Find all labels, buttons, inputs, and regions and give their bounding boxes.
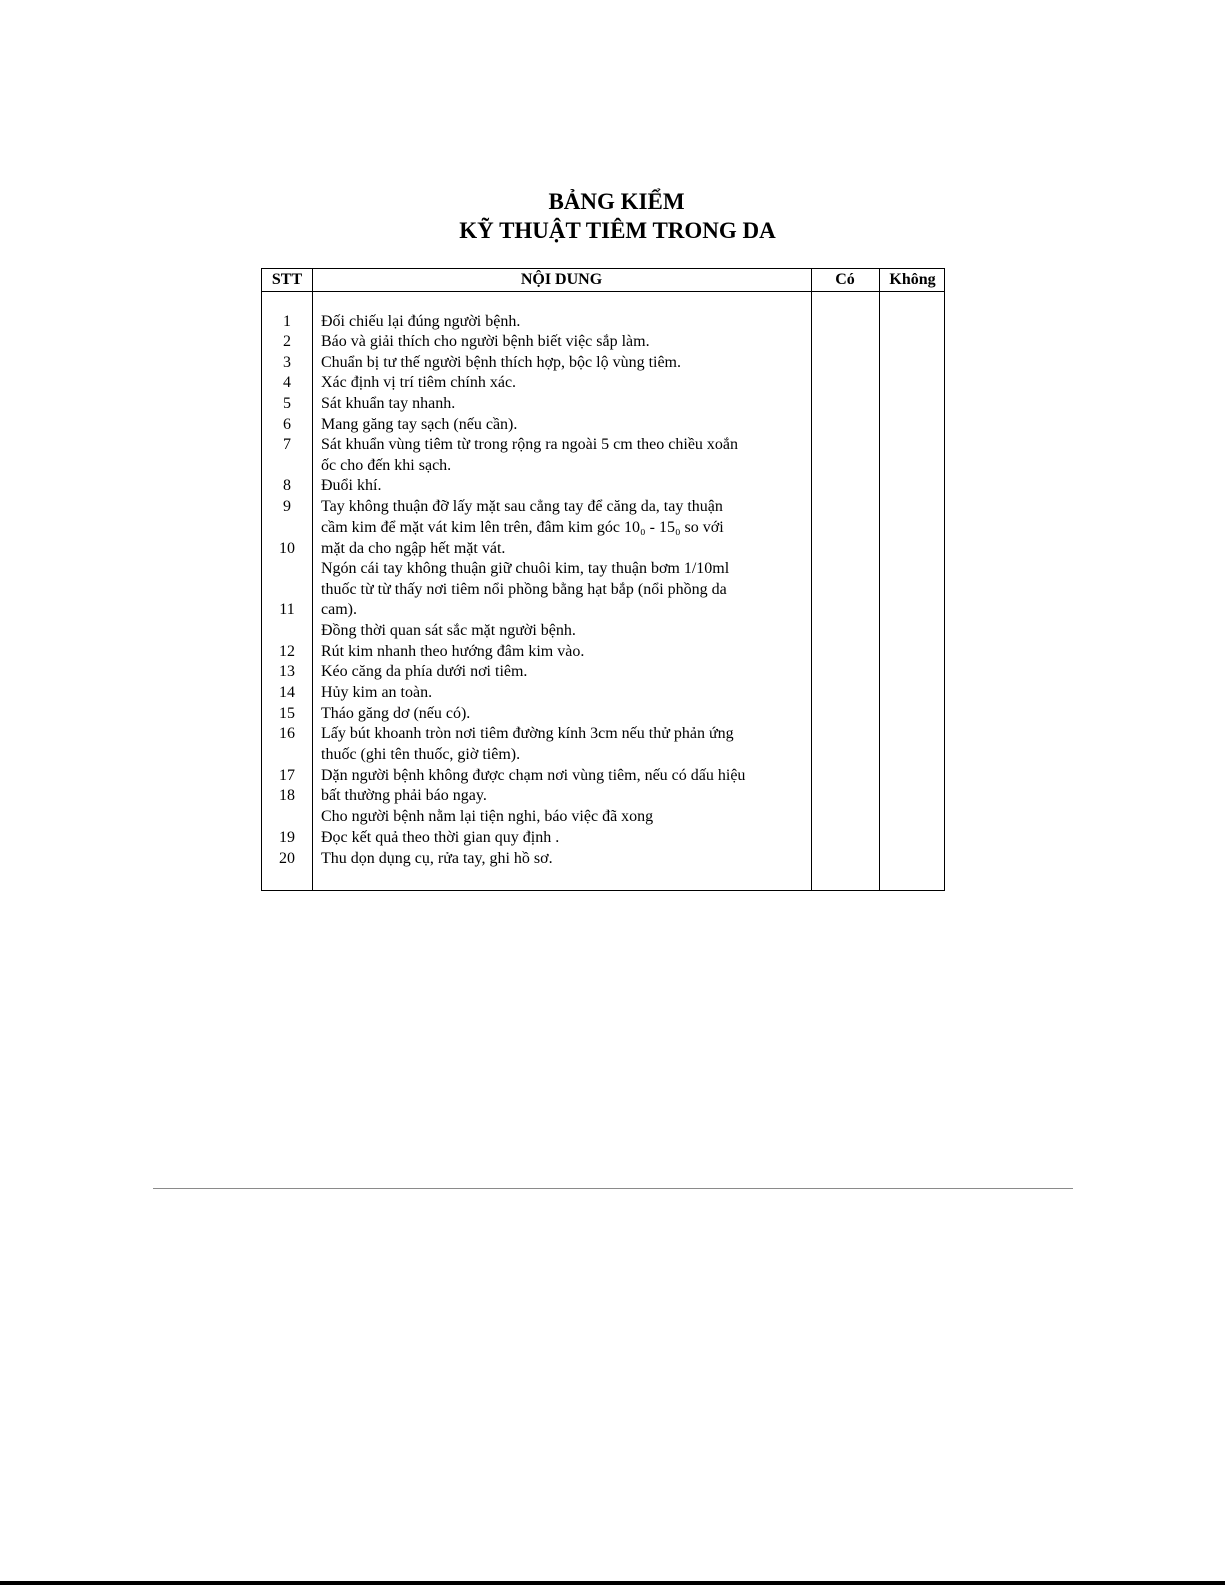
content-line: Cho người bệnh nằm lại tiện nghi, báo việc đã xong bbox=[321, 808, 654, 825]
row-number: 9 bbox=[283, 498, 291, 515]
row-number: 19 bbox=[279, 829, 295, 846]
row-number: 1 bbox=[283, 313, 291, 330]
header-yes: Có bbox=[835, 271, 855, 288]
row-number: 4 bbox=[283, 374, 291, 391]
row-number: 2 bbox=[283, 333, 291, 350]
row-number: 13 bbox=[279, 663, 295, 680]
page-divider bbox=[153, 1188, 1073, 1189]
row-number: 7 bbox=[283, 436, 291, 453]
title-line-2: KỸ THUẬT TIÊM TRONG DA bbox=[459, 218, 776, 243]
content-line: Sát khuẩn vùng tiêm từ trong rộng ra ngoài 5 cm theo chiều xoắn bbox=[321, 436, 739, 453]
row-number: 5 bbox=[283, 395, 291, 412]
row-number: 16 bbox=[279, 725, 295, 742]
document-title bbox=[0, 187, 1225, 245]
content-line: Đối chiếu lại đúng người bệnh. bbox=[321, 313, 521, 330]
content-line: Đồng thời quan sát sắc mặt người bệnh. bbox=[321, 622, 576, 639]
content-line: cam). bbox=[321, 601, 357, 618]
row-number: 18 bbox=[279, 787, 295, 804]
column-divider-stt bbox=[312, 269, 313, 890]
content-line: Báo và giải thích cho người bệnh biết việc sắp làm. bbox=[321, 333, 650, 350]
content-line: Sát khuẩn tay nhanh. bbox=[321, 395, 456, 412]
header-content: NỘI DUNG bbox=[520, 271, 603, 288]
row-number: 6 bbox=[283, 416, 291, 433]
row-number: 8 bbox=[283, 477, 291, 494]
content-line: Lấy bút khoanh tròn nơi tiêm đường kính 3cm nếu thử phản ứng bbox=[321, 725, 734, 742]
content-line: ốc cho đến khi sạch. bbox=[321, 457, 452, 474]
row-number: 20 bbox=[279, 850, 295, 867]
content-line: Kéo căng da phía dưới nơi tiêm. bbox=[321, 663, 528, 680]
page-bottom-edge bbox=[0, 1581, 1225, 1585]
row-number: 15 bbox=[279, 705, 295, 722]
title-line-1: BẢNG KIỂM bbox=[548, 189, 685, 214]
content-line: Chuẩn bị tư thế người bệnh thích hợp, bộc lộ vùng tiêm. bbox=[321, 354, 681, 371]
content-line: Ngón cái tay không thuận giữ chuôi kim, tay thuận bơm 1/10ml bbox=[321, 560, 730, 577]
content-line: Tay không thuận đỡ lấy mặt sau cẳng tay để căng da, tay thuận bbox=[321, 498, 723, 515]
content-line: Xác định vị trí tiêm chính xác. bbox=[321, 374, 517, 391]
content-line: Đọc kết quả theo thời gian quy định . bbox=[321, 829, 560, 846]
content-line: Hủy kim an toàn. bbox=[321, 684, 433, 701]
row-number: 11 bbox=[279, 601, 295, 618]
content-line: Đuổi khí. bbox=[321, 477, 382, 494]
content-line: bất thường phải báo ngay. bbox=[321, 787, 487, 804]
row-number: 12 bbox=[279, 643, 295, 660]
content-line: Mang găng tay sạch (nếu cần). bbox=[321, 416, 518, 433]
content-line: Thu dọn dụng cụ, rửa tay, ghi hồ sơ. bbox=[321, 850, 553, 867]
content-line: cầm kim để mặt vát kim lên trên, đâm kim góc 10₀ - 15₀ so với bbox=[321, 519, 724, 536]
header-no: Không bbox=[889, 271, 936, 288]
content-line: Rút kim nhanh theo hướng đâm kim vào. bbox=[321, 643, 585, 660]
row-number: 14 bbox=[279, 684, 295, 701]
column-divider-yes bbox=[879, 269, 880, 890]
header-divider bbox=[262, 291, 944, 292]
row-number: 3 bbox=[283, 354, 291, 371]
content-line: Dặn người bệnh không được chạm nơi vùng tiêm, nếu có dấu hiệu bbox=[321, 767, 746, 784]
header-stt: STT bbox=[271, 271, 303, 288]
content-line: thuốc (ghi tên thuốc, giờ tiêm). bbox=[321, 746, 521, 763]
row-number: 10 bbox=[279, 540, 295, 557]
row-number: 17 bbox=[279, 767, 295, 784]
checklist-table bbox=[261, 268, 945, 891]
column-divider-content bbox=[811, 269, 812, 890]
content-line: mặt da cho ngập hết mặt vát. bbox=[321, 540, 506, 557]
content-line: thuốc từ từ thấy nơi tiêm nổi phồng bằng hạt bắp (nổi phồng da bbox=[321, 581, 727, 598]
content-line: Tháo găng dơ (nếu có). bbox=[321, 705, 471, 722]
